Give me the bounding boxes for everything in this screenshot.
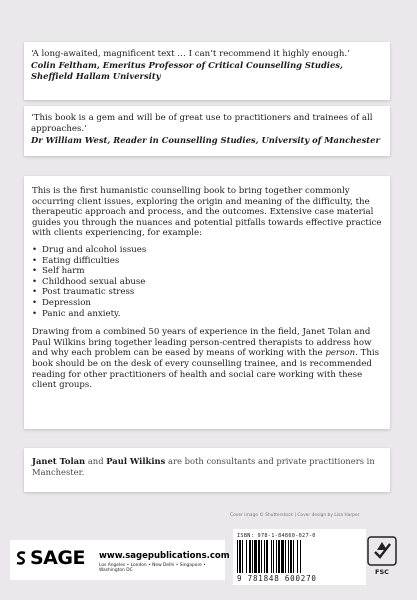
publisher-cities: Los Angeles • London • New Delhi • Singapore • Washington DC <box>99 563 206 573</box>
sage-logo: SAGE <box>14 547 85 569</box>
quote-text: ‘A long-awaited, magnificent text … I can’t recommend it highly enough.’ <box>31 49 350 59</box>
list-item: • Post traumatic stress <box>32 287 135 298</box>
isbn-number: 9 781848 600270 <box>237 574 317 583</box>
publisher-block <box>10 540 230 580</box>
sage-logo-icon <box>14 551 28 565</box>
author-bio: Janet Tolan and Paul Wilkins are both consultants and private practitioners in Manchester. <box>32 456 375 477</box>
list-item: • Self harm <box>32 266 85 277</box>
quote-text: ‘This book is a gem and will be of great use to practitioners and trainees of all approaches.’ <box>31 113 373 134</box>
quote-attribution: Colin Feltham, Emeritus Professor of Critical Counselling Studies, Sheffield Hallam University <box>31 60 343 81</box>
description-closing: Drawing from a combined 50 years of experience in the field, Janet Tolan and Paul Wilkins bring together leading person-centred therapists to address how and why each problem can be eased by means of working with the person. This book should be on the desk of every counselling trainee, and is recommended reading for other practitioners of health and social care working with these client groups. <box>32 327 380 391</box>
issue-list <box>32 245 382 319</box>
quote-card-2 <box>24 106 390 156</box>
description-intro: This is the first humanistic counselling book to bring together commonly occurring client issues, exploring the origin and meaning of the difficulty, the therapeutic approach and process, and the outcomes. Extensive case material guides you through the nuances and potential pitfalls towards effective practice with clients experiencing, for example: <box>32 186 382 239</box>
list-item: • Depression <box>32 297 91 308</box>
tree-check-icon <box>367 536 397 566</box>
description-card <box>24 176 390 429</box>
fsc-label: FSC <box>375 568 389 576</box>
list-item: • Childhood sexual abuse <box>32 276 146 287</box>
fsc-logo <box>367 536 397 576</box>
cover-credits: Cover image © Shutterstock | Cover design by Lisa Harper <box>230 513 360 518</box>
barcode-icon <box>237 540 329 573</box>
list-item: • Eating difficulties <box>32 255 120 266</box>
author-bio-card <box>24 448 390 492</box>
quote-card-1 <box>24 42 390 100</box>
list-item: • Drug and alcohol issues <box>32 244 147 255</box>
quote-attribution: Dr William West, Reader in Counselling Studies, University of Manchester <box>31 135 380 145</box>
isbn-barcode <box>233 529 366 585</box>
isbn-label: ISBN: 978-1-84860-027-0 <box>237 533 316 539</box>
publisher-url: www.sagepublications.com <box>99 551 230 561</box>
list-item: • Panic and anxiety. <box>32 308 121 319</box>
